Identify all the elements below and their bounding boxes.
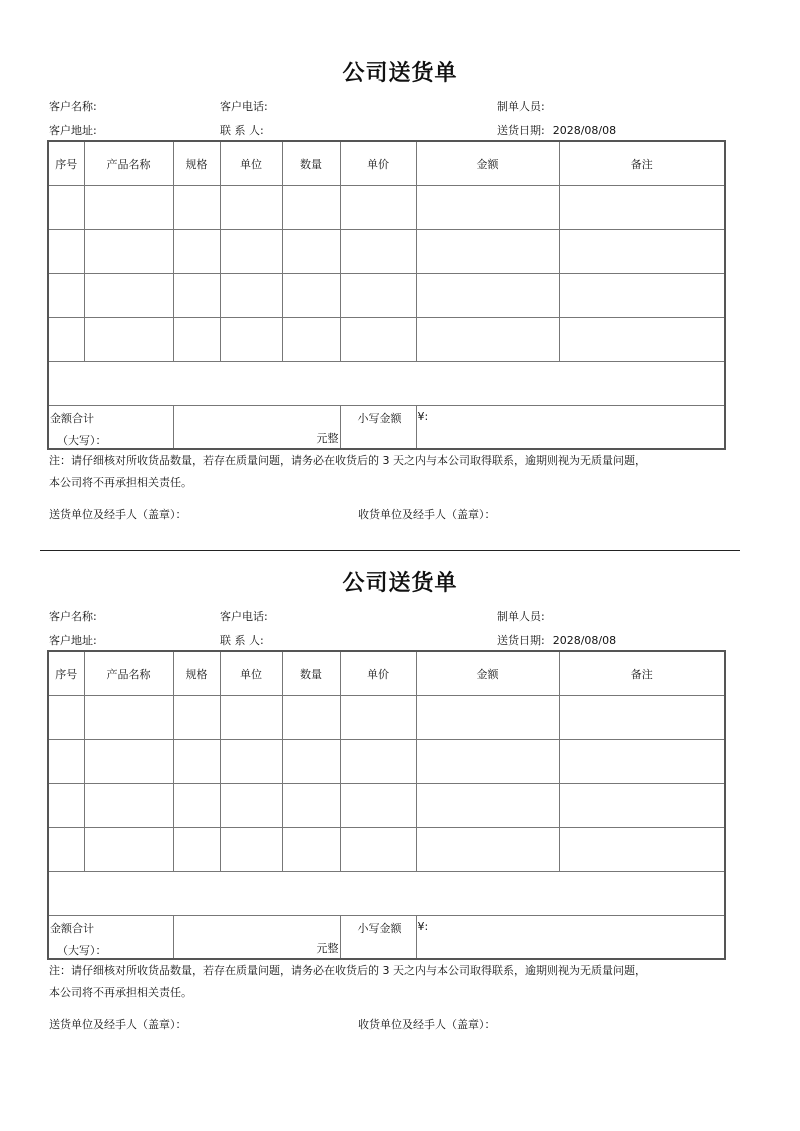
table-cell[interactable] (559, 318, 725, 362)
table-cell[interactable] (340, 230, 416, 274)
table-cell[interactable] (48, 740, 84, 784)
table-cell[interactable] (282, 318, 340, 362)
table-cell[interactable] (220, 186, 282, 230)
table-cell[interactable] (559, 784, 725, 828)
table-cell[interactable] (282, 828, 340, 872)
maker-label: 制单人员: (497, 610, 545, 623)
table-cell[interactable] (84, 274, 173, 318)
table-cell[interactable] (173, 740, 220, 784)
table-cell[interactable] (416, 740, 559, 784)
table-cell[interactable] (48, 784, 84, 828)
table-cell[interactable] (416, 828, 559, 872)
table-row (48, 230, 725, 274)
note (49, 450, 646, 494)
table-cell[interactable] (84, 784, 173, 828)
col-header: 金额 (416, 141, 559, 186)
table-cell[interactable] (48, 230, 84, 274)
table-cell[interactable] (220, 230, 282, 274)
lowercase-amount-field[interactable] (416, 406, 725, 450)
col-header: 产品名称 (84, 651, 173, 696)
table-cell[interactable] (220, 696, 282, 740)
table-cell[interactable] (48, 274, 84, 318)
total-uppercase-label: （大写）： (57, 434, 107, 447)
table-cell[interactable] (84, 318, 173, 362)
blank-row (48, 362, 725, 406)
col-header: 规格 (173, 141, 220, 186)
contact-label: 联 系 人: (220, 124, 264, 137)
note-line: 注：请仔细核对所收货品数量，若存在质量问题，请务必在收货后的 3 天之内与本公司取得联系，逾期则视为无质量问题， (49, 964, 646, 977)
lowercase-amount-field[interactable] (416, 916, 725, 960)
lowercase-amount-cell (340, 406, 416, 450)
table-cell[interactable] (173, 230, 220, 274)
table-cell[interactable] (416, 186, 559, 230)
total-row (48, 406, 725, 450)
delivery-date (497, 632, 616, 648)
table-cell[interactable] (173, 318, 220, 362)
col-header: 单价 (340, 651, 416, 696)
table-cell[interactable] (48, 186, 84, 230)
form-title: 公司送货单 (342, 61, 458, 86)
goods-table (47, 140, 726, 450)
customer-address-label: 客户地址: (49, 634, 97, 647)
table-cell[interactable] (559, 740, 725, 784)
table-row (48, 274, 725, 318)
note (49, 960, 646, 1004)
table-cell[interactable] (416, 230, 559, 274)
delivery-date-label: 送货日期: (497, 124, 545, 137)
table-cell[interactable] (48, 696, 84, 740)
goods-table (47, 650, 726, 960)
customer-name-label: 客户名称: (49, 610, 97, 623)
table-row (48, 696, 725, 740)
lowercase-amount-label: 小写金额 (357, 412, 402, 425)
total-uppercase-label: （大写）： (57, 944, 107, 957)
table-cell[interactable] (340, 784, 416, 828)
table-cell[interactable] (48, 318, 84, 362)
table-row (48, 740, 725, 784)
table-cell[interactable] (559, 186, 725, 230)
table-cell[interactable] (220, 828, 282, 872)
table-cell[interactable] (416, 318, 559, 362)
col-header: 产品名称 (84, 141, 173, 186)
col-header: 数量 (282, 141, 340, 186)
lowercase-amount-cell (340, 916, 416, 960)
table-cell[interactable] (173, 784, 220, 828)
note-line: 本公司将不再承担相关责任。 (49, 986, 192, 999)
table-cell[interactable] (84, 696, 173, 740)
table-cell[interactable] (220, 784, 282, 828)
customer-address-label: 客户地址: (49, 124, 97, 137)
table-cell[interactable] (340, 828, 416, 872)
delivery-date (497, 122, 616, 138)
table-row (48, 186, 725, 230)
customer-phone-label: 客户电话: (220, 100, 268, 113)
table-cell[interactable] (559, 230, 725, 274)
total-uppercase-field[interactable] (173, 406, 340, 450)
col-header: 序号 (48, 651, 84, 696)
table-cell[interactable] (416, 784, 559, 828)
table-cell[interactable] (559, 696, 725, 740)
total-unit: 元整 (316, 942, 339, 955)
blank-cell[interactable] (48, 362, 725, 406)
table-cell[interactable] (220, 740, 282, 784)
note-line: 注：请仔细核对所收货品数量，若存在质量问题，请务必在收货后的 3 天之内与本公司取得联系，逾期则视为无质量问题， (49, 454, 646, 467)
receiver-sign-label: 收货单位及经手人（盖章）： (358, 1018, 496, 1031)
sender-sign-label: 送货单位及经手人（盖章）： (49, 508, 187, 521)
sender-sign-label: 送货单位及经手人（盖章）： (49, 1018, 187, 1031)
form-title: 公司送货单 (342, 571, 458, 596)
maker-label: 制单人员: (497, 100, 545, 113)
receiver-sign-label: 收货单位及经手人（盖章）： (358, 508, 496, 521)
table-cell[interactable] (173, 696, 220, 740)
table-cell[interactable] (340, 186, 416, 230)
delivery-form-1 (0, 0, 800, 521)
note-line: 本公司将不再承担相关责任。 (49, 476, 192, 489)
table-cell[interactable] (340, 740, 416, 784)
table-cell[interactable] (416, 696, 559, 740)
table-cell[interactable] (84, 828, 173, 872)
total-label: 金额合计 (50, 412, 94, 425)
col-header: 规格 (173, 651, 220, 696)
table-cell[interactable] (48, 828, 84, 872)
table-header (48, 141, 725, 186)
table-cell[interactable] (220, 318, 282, 362)
table-cell[interactable] (559, 274, 725, 318)
customer-phone-label: 客户电话: (220, 610, 268, 623)
total-unit: 元整 (316, 432, 339, 445)
delivery-form-2 (0, 510, 800, 1031)
col-header: 单位 (220, 141, 282, 186)
table-cell[interactable] (282, 186, 340, 230)
col-header: 备注 (559, 651, 725, 696)
total-row (48, 916, 725, 960)
customer-name-label: 客户名称: (49, 100, 97, 113)
table-cell[interactable] (220, 274, 282, 318)
table-cell[interactable] (282, 230, 340, 274)
yen-label: ¥: (417, 410, 429, 423)
col-header: 金额 (416, 651, 559, 696)
lowercase-amount-label: 小写金额 (357, 922, 402, 935)
table-cell[interactable] (173, 186, 220, 230)
total-label-cell (48, 406, 173, 450)
table-cell[interactable] (340, 696, 416, 740)
total-label: 金额合计 (50, 922, 94, 935)
col-header: 单价 (340, 141, 416, 186)
table-row (48, 318, 725, 362)
table-cell[interactable] (84, 740, 173, 784)
table-cell[interactable] (282, 696, 340, 740)
table-cell[interactable] (173, 828, 220, 872)
col-header: 备注 (559, 141, 725, 186)
table-cell[interactable] (559, 828, 725, 872)
table-row (48, 828, 725, 872)
delivery-date-label: 送货日期: (497, 634, 545, 647)
table-header (48, 651, 725, 696)
yen-label: ¥: (417, 920, 429, 933)
table-cell[interactable] (84, 186, 173, 230)
col-header: 单位 (220, 651, 282, 696)
table-cell[interactable] (173, 274, 220, 318)
contact-label: 联 系 人: (220, 634, 264, 647)
delivery-date-value: 2028/08/08 (552, 124, 617, 137)
table-cell[interactable] (416, 274, 559, 318)
table-cell[interactable] (282, 274, 340, 318)
total-uppercase-field[interactable] (173, 916, 340, 960)
table-cell[interactable] (84, 230, 173, 274)
table-row (48, 784, 725, 828)
blank-row (48, 872, 725, 916)
total-label-cell (48, 916, 173, 960)
table-cell[interactable] (282, 784, 340, 828)
table-cell[interactable] (282, 740, 340, 784)
blank-cell[interactable] (48, 872, 725, 916)
col-header: 序号 (48, 141, 84, 186)
table-cell[interactable] (340, 318, 416, 362)
delivery-date-value: 2028/08/08 (552, 634, 617, 647)
col-header: 数量 (282, 651, 340, 696)
table-cell[interactable] (340, 274, 416, 318)
